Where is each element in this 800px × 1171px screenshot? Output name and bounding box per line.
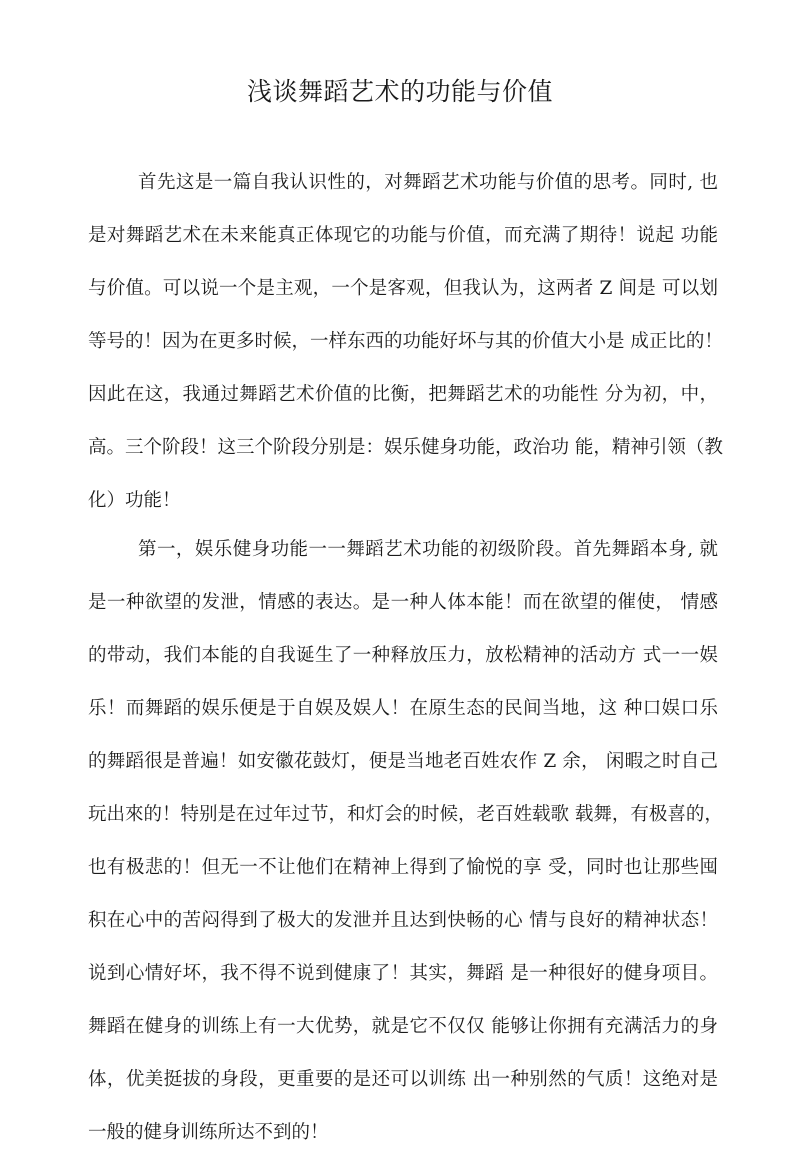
text-line: 积在心中的苦闷得到了极大的发泄并且达到快畅的心 情与良好的精神状态！: [88, 910, 718, 931]
text-line: 说到心情好坏，我不得不说到健康了！其实，舞蹈 是一种很好的健身项目。: [88, 963, 718, 984]
text-line: 因此在这，我通过舞蹈艺术价值的比衡，把舞蹈艺术的功能性 分为初，中，: [88, 384, 718, 405]
text-line: 第一，娱乐健身功能一一舞蹈艺术功能的初级阶段。首先舞蹈本身, 就: [138, 539, 718, 560]
text-line: 是一种欲望的发泄，情感的表达。是一种人体本能！而在欲望的催使， 情感: [88, 592, 718, 613]
paragraph-entertainment-function: [88, 535, 723, 1171]
text-line: 乐！而舞蹈的娱乐便是于自娱及娱人！在原生态的民间当地，这 种口娱口乐: [88, 698, 718, 719]
text-line: 的带动，我们本能的自我诞生了一种释放压力，放松精神的活动方 式一一娱: [88, 645, 718, 666]
paragraph-intro: [88, 168, 723, 539]
text-line: 首先这是一篇自我认识性的，对舞蹈艺术功能与价值的思考。同时, 也: [138, 172, 718, 193]
text-line: 体，优美挺拔的身段，更重要的是还可以训练 出一种别然的气质！这绝对是: [88, 1069, 718, 1090]
text-line: 的舞蹈很是普遍！如安徽花鼓灯，便是当地老百姓农作 Z 余， 闲暇之时自己: [88, 751, 718, 772]
document-title: 浅谈舞蹈艺术的功能与价值: [246, 77, 553, 106]
text-line: 是对舞蹈艺术在未来能真正体现它的功能与价值，而充满了期待！说起 功能: [88, 225, 718, 246]
text-line: 与价值。可以说一个是主观，一个是客观，但我认为，这两者 Z 间是 可以划: [88, 278, 718, 299]
text-line: 玩出來的！特别是在过年过节，和灯会的时候，老百姓载歌 载舞，有极喜的，: [88, 804, 723, 825]
text-line: 高。三个阶段！这三个阶段分别是：娱乐健身功能，政治功 能，精神引领（教: [88, 437, 723, 458]
text-line: 也有极悲的！但无一不让他们在精神上得到了愉悦的享 受，同时也让那些囤: [88, 857, 718, 878]
text-line: 舞蹈在健身的训练上有一大优势，就是它不仅仅 能够让你拥有充满活力的身: [88, 1016, 718, 1037]
text-line: 一般的健身训练所达不到的！: [88, 1122, 329, 1143]
text-line: 等号的！因为在更多时候，一样东西的功能好坏与其的价值大小是 成正比的！: [88, 331, 723, 352]
text-line: 化）功能！: [88, 490, 181, 511]
